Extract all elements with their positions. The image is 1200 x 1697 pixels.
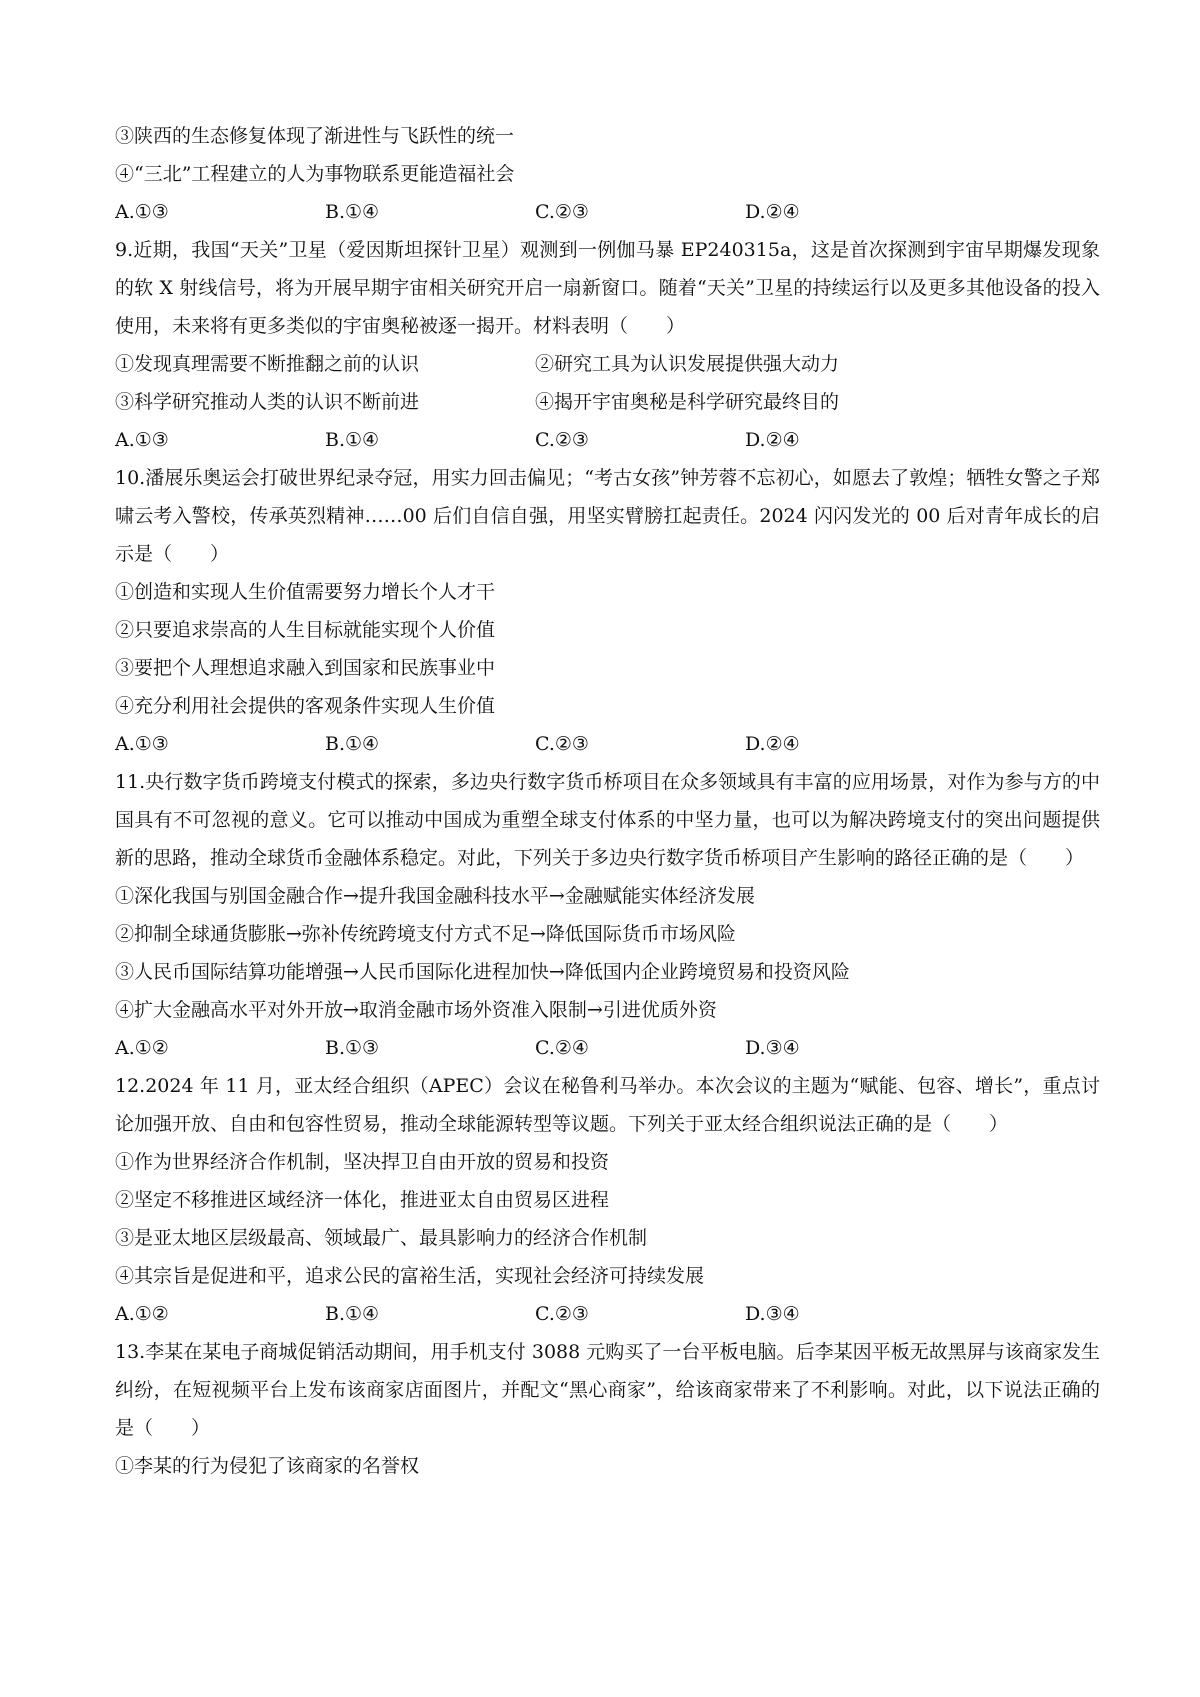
q9-options (115, 421, 1100, 459)
option-a: A.①③ (115, 201, 169, 223)
q11-options (115, 1029, 1100, 1067)
q13-stem: 13.李某在某电子商城促销活动期间，用手机支付 3088 元购买了一台平板电脑。后李某因平板无故黑屏与该商家发生纠纷，在短视频平台上发布该商家店面图片，并配文“黑心商家”，给该商家带来了不利影响。对此，以下说法正确的是（ ） (115, 1341, 1100, 1439)
exam-page (115, 117, 1100, 1485)
q10-statement-2: ②只要追求崇高的人生目标就能实现个人价值 (115, 619, 496, 641)
q9-stem: 9.近期，我国“天关”卫星（爱因斯坦探针卫星）观测到一例伽马暴 EP240315a，这是首次探测到宇宙早期爆发现象的软 X 射线信号，将为开展早期宇宙相关研究开启一扇新窗口。随着“天关”卫星的持续运行以及更多其他设备的投入使用，未来将有更多类似的宇宙奥秘被逐一揭开。材料表明（ ） (115, 239, 1100, 337)
q11-statement-4: ④扩大金融高水平对外开放→取消金融市场外资准入限制→引进优质外资 (115, 999, 717, 1021)
q11-statement-3: ③人民币国际结算功能增强→人民币国际化进程加快→降低国内企业跨境贸易和投资风险 (115, 961, 850, 983)
option-a: A.①③ (115, 733, 169, 755)
option-d: D.③④ (745, 1303, 800, 1325)
q12-statement-3: ③是亚太地区层级最高、领域最广、最具影响力的经济合作机制 (115, 1227, 648, 1249)
q8-statement-4: ④“三北”工程建立的人为事物联系更能造福社会 (115, 163, 515, 185)
option-c: C.②③ (535, 733, 589, 755)
option-a: A.①② (115, 1037, 169, 1059)
q11-stem: 11.央行数字货币跨境支付模式的探索，多边央行数字货币桥项目在众多领域具有丰富的应用场景，对作为参与方的中国具有不可忽视的意义。它可以推动中国成为重塑全球支付体系的中坚力量，也可以为解决跨境支付的突出问题提供新的思路，推动全球货币金融体系稳定。对此，下列关于多边央行数字货币桥项目产生影响的路径正确的是（ ） (115, 771, 1100, 869)
q10-statement-4: ④充分利用社会提供的客观条件实现人生价值 (115, 695, 496, 717)
q9-statements-row-2 (115, 383, 1100, 421)
q9-statement-2: ②研究工具为认识发展提供强大动力 (535, 353, 840, 375)
q12-statement-2: ②坚定不移推进区域经济一体化，推进亚太自由贸易区进程 (115, 1189, 610, 1211)
q11-statement-2: ②抑制全球通货膨胀→弥补传统跨境支付方式不足→降低国际货币市场风险 (115, 923, 736, 945)
option-c: C.②③ (535, 201, 589, 223)
option-d: D.③④ (745, 1037, 800, 1059)
option-c: C.②③ (535, 1303, 589, 1325)
q9-statements-row-1 (115, 345, 1100, 383)
q10-options (115, 725, 1100, 763)
option-c: C.②④ (535, 1037, 589, 1059)
option-b: B.①③ (325, 1037, 380, 1059)
q10-stem: 10.潘展乐奥运会打破世界纪录夺冠，用实力回击偏见；“考古女孩”钟芳蓉不忘初心，如愿去了敦煌；牺牲女警之子郑啸云考入警校，传承英烈精神……00 后们自信自强，用坚实臂膀扛起责任。2024 闪闪发光的 00 后对青年成长的启示是（ ） (115, 467, 1100, 565)
q10-statement-1: ①创造和实现人生价值需要努力增长个人才干 (115, 581, 496, 603)
q9-statement-3: ③科学研究推动人类的认识不断前进 (115, 391, 420, 413)
q8-statement-3: ③陕西的生态修复体现了渐进性与飞跃性的统一 (115, 125, 515, 147)
q12-options (115, 1295, 1100, 1333)
option-c: C.②③ (535, 429, 589, 451)
option-b: B.①④ (325, 201, 380, 223)
option-d: D.②④ (745, 201, 800, 223)
q11-statement-1: ①深化我国与别国金融合作→提升我国金融科技水平→金融赋能实体经济发展 (115, 885, 755, 907)
option-a: A.①③ (115, 429, 169, 451)
q9-statement-4: ④揭开宇宙奥秘是科学研究最终目的 (535, 391, 840, 413)
q12-stem: 12.2024 年 11 月，亚太经合组织（APEC）会议在秘鲁利马举办。本次会议的主题为“赋能、包容、增长”，重点讨论加强开放、自由和包容性贸易，推动全球能源转型等议题。下列关于亚太经合组织说法正确的是（ ） (115, 1075, 1100, 1135)
q13-statement-1: ①李某的行为侵犯了该商家的名誉权 (115, 1455, 420, 1477)
q10-statement-3: ③要把个人理想追求融入到国家和民族事业中 (115, 657, 496, 679)
option-b: B.①④ (325, 429, 380, 451)
option-a: A.①② (115, 1303, 169, 1325)
q12-statement-4: ④其宗旨是促进和平，追求公民的富裕生活，实现社会经济可持续发展 (115, 1265, 705, 1287)
q9-statement-1: ①发现真理需要不断推翻之前的认识 (115, 353, 420, 375)
q8-options (115, 193, 1100, 231)
option-d: D.②④ (745, 429, 800, 451)
q12-statement-1: ①作为世界经济合作机制，坚决捍卫自由开放的贸易和投资 (115, 1151, 610, 1173)
option-d: D.②④ (745, 733, 800, 755)
option-b: B.①④ (325, 1303, 380, 1325)
option-b: B.①④ (325, 733, 380, 755)
